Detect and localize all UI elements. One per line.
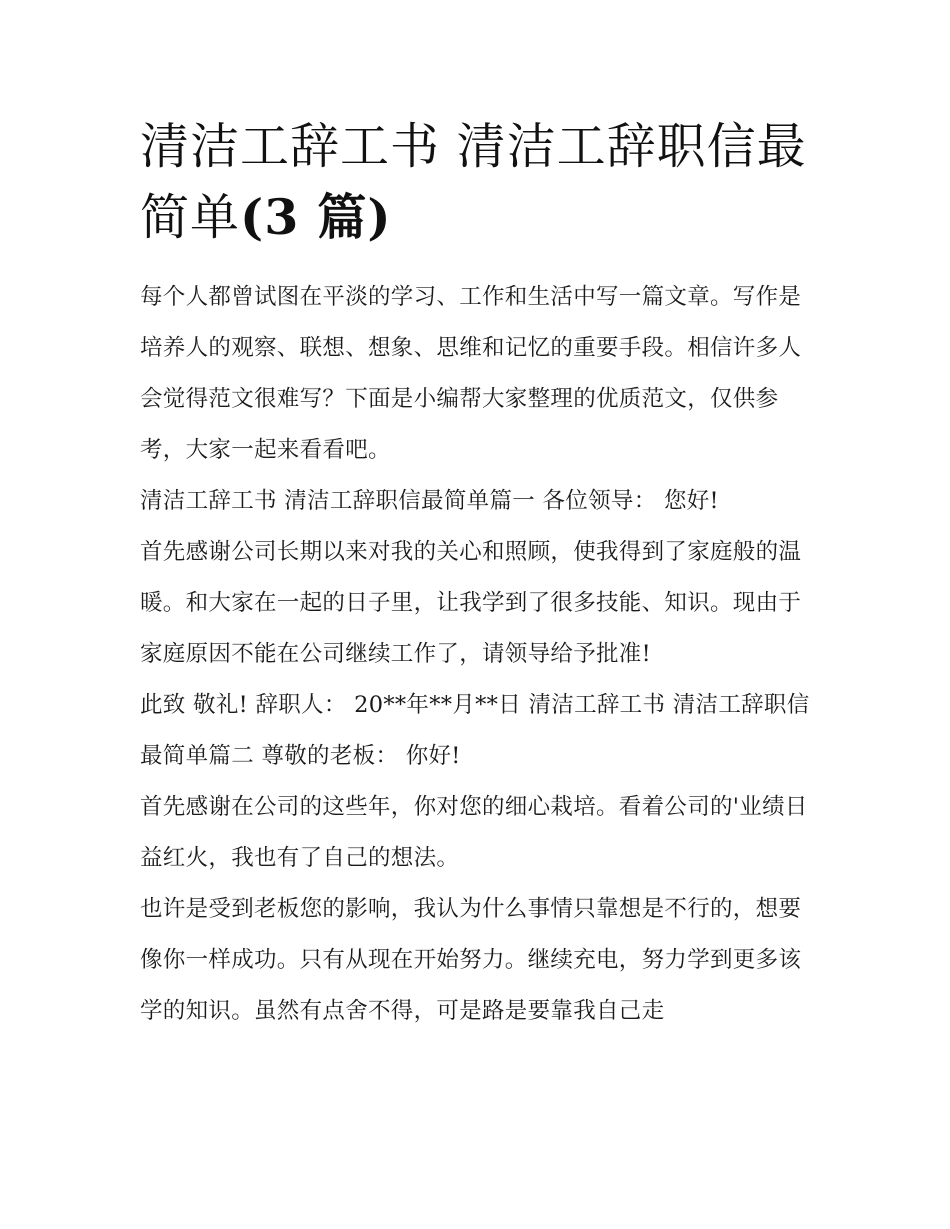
document-body [140, 272, 820, 1037]
paragraph-intro: 每个人都曾试图在平淡的学习、工作和生活中写一篇文章。写作是培养人的观察、联想、想象、思维和记忆的重要手段。相信许多人会觉得范文很难写？下面是小编帮大家整理的优质范文，仅供参考，大家一起来看看吧。 [140, 284, 802, 463]
title-main: 清洁工辞工书 清洁工辞职信最简单 [140, 118, 807, 246]
paragraph-letter-one-closing: 此致 敬礼! 辞职人： 20**年**月**日 清洁工辞工书 清洁工辞职信最简单篇二 尊敬的老板： 你好! [140, 692, 810, 769]
paragraph-letter-one-body: 首先感谢公司长期以来对我的关心和照顾，使我得到了家庭般的温暖。和大家在一起的日子里，让我学到了很多技能、知识。现由于家庭原因不能在公司继续工作了，请领导给予批准! [140, 539, 802, 667]
paragraph-letter-one-heading: 清洁工辞工书 清洁工辞职信最简单篇一 各位领导： 您好! [140, 488, 719, 514]
document-title [140, 112, 830, 253]
paragraph-letter-two-continued: 也许是受到老板您的影响，我认为什么事情只靠想是不行的，想要像你一样成功。只有从现在开始努力。继续充电，努力学到更多该学的知识。虽然有点舍不得，可是路是要靠我自己走 [140, 896, 802, 1024]
title-suffix: (3 篇) [240, 188, 392, 246]
paragraph-letter-two-body: 首先感谢在公司的这些年，你对您的细心栽培。看着公司的'业绩日益红火，我也有了自己的想法。 [140, 794, 808, 871]
